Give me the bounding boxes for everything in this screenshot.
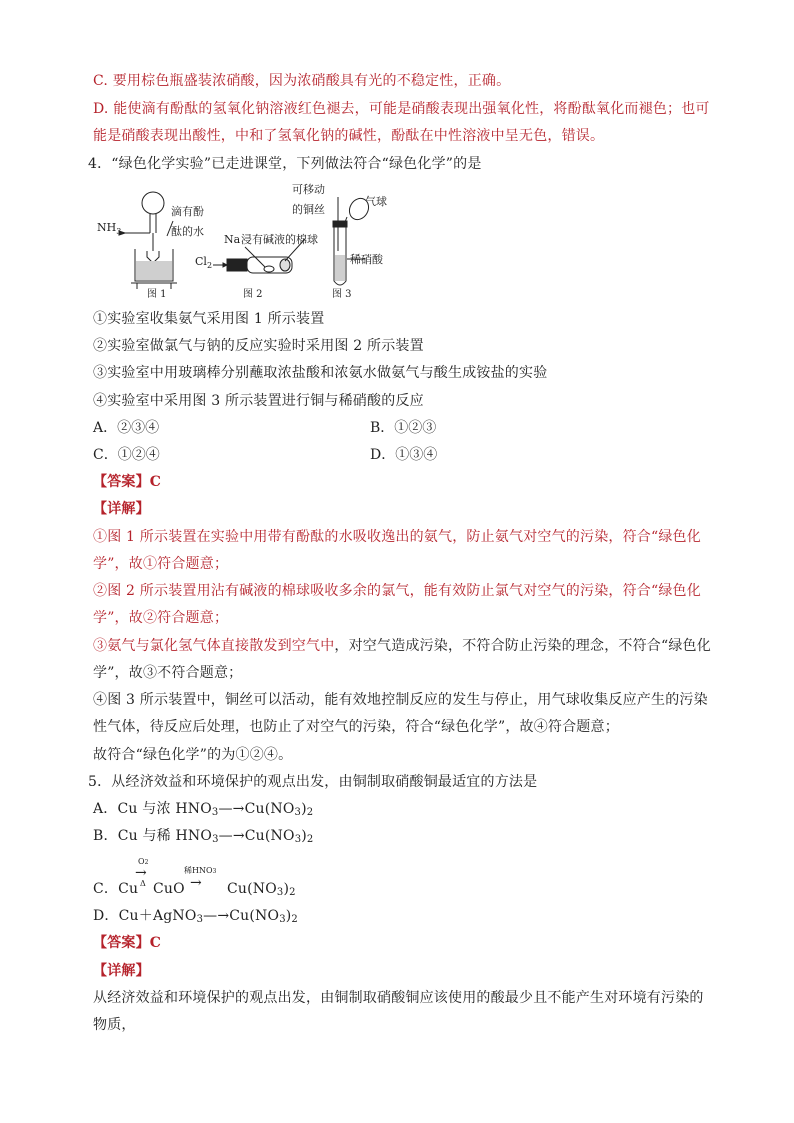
figure-3-caption: 图 3 (332, 289, 352, 299)
figure-1-apparatus (119, 192, 177, 289)
q4-explanation-3a (93, 637, 711, 655)
q5-detail-heading: 【详解】 (93, 963, 150, 979)
reaction-arrow-1: → (135, 865, 147, 881)
q5-explanation-1: 从经济效益和环境保护的观点出发，由铜制取硝酸铜应该使用的酸最少且不能产生对环境有污染的 (93, 990, 704, 1006)
q4-explanation-3a-highlight: ③氨气与氯化氢气体直接散发到空气中 (93, 638, 335, 654)
q4-explanation-2b: 学”，故②符合题意； (93, 610, 229, 626)
option-c-explanation: C. 要用棕色瓶盛装浓硝酸，因为浓硝酸具有光的不稳定性，正确。 (93, 73, 511, 89)
statement-3: ③实验室中用玻璃棒分别蘸取浓盐酸和浓氨水做氨气与酸生成铵盐的实验 (93, 365, 548, 381)
q5-option-d: D．$Cu+AgNO_3—\to Cu(NO_3)_2$ (93, 908, 298, 925)
q4-explanation-1b: 学”，故①符合题意； (93, 556, 229, 572)
apparatus-diagram (95, 181, 395, 299)
q4-explanation-2a: ②图 2 所示装置用沾有碱液的棉球吸收多余的氯气，能有效防止氯气对空气的污染，符合“绿色化 (93, 583, 701, 599)
figure-3-apparatus (333, 195, 372, 285)
q5-explanation-2: 物质， (93, 1017, 136, 1033)
option-d-explanation-line1: D. 能使滴有酚酞的氢氧化钠溶液红色褪去，可能是硝酸表现出强氧化性，将酚酞氧化而褪色；也可 (93, 101, 710, 117)
statement-2: ②实验室做氯气与钠的反应实验时采用图 2 所示装置 (93, 338, 424, 354)
dilute-nitric-acid-label: 稀硝酸 (350, 253, 383, 266)
copper-nitrate-product: $Cu(NO_3)_2$ (227, 881, 296, 898)
chlorine-label: $Cl_2$ (195, 255, 213, 270)
q4-explanation-3a-rest: ，对空气造成污染，不符合防止污染的理念，不符合“绿色化 (334, 638, 711, 654)
movable-wire-label-line1: 可移动 (292, 183, 325, 196)
water-label-line1: 滴有酚 (171, 205, 204, 218)
q5-answer: 【答案】C (93, 935, 162, 951)
question-4: 4．“绿色化学实验”已走进课堂，下列做法符合“绿色化学”的是 (88, 156, 482, 172)
statement-1: ①实验室收集氨气采用图 1 所示装置 (93, 311, 325, 327)
figure-1-caption: 图 1 (147, 289, 167, 299)
reaction-arrow-2: → (190, 875, 202, 891)
apparatus-figure (95, 181, 395, 299)
q5-option-c-prefix: C．Cu (93, 881, 139, 897)
q4-option-a: A．②③④ (93, 420, 160, 436)
q4-conclusion: 故符合“绿色化学”的为①②④。 (93, 747, 293, 763)
q4-option-c: C．①②④ (93, 447, 160, 463)
heat-condition: Δ (140, 879, 146, 888)
balloon-label: 气球 (365, 195, 387, 208)
movable-wire-label-line2: 的铜丝 (292, 203, 325, 216)
q5-option-a: A．Cu 与浓 $HNO_3—\to Cu(NO_3)_2$ (93, 801, 314, 818)
water-label-line2: 酞的水 (171, 225, 204, 238)
q5-option-b: B．Cu 与稀 $HNO_3—\to Cu(NO_3)_2$ (93, 828, 314, 845)
q4-explanation-1a: ①图 1 所示装置在实验中用带有酚酞的水吸收逸出的氨气，防止氨气对空气的污染，符合“绿色化 (93, 529, 701, 545)
question-5: 5．从经济效益和环境保护的观点出发，由铜制取硝酸铜最适宜的方法是 (88, 774, 538, 790)
oxygen-condition: O2 (138, 857, 149, 866)
q4-option-d: D．①③④ (370, 447, 438, 463)
option-d-explanation-line2: 能是硝酸表现出酸性，中和了氢氧化钠的碱性，酚酞在中性溶液中呈无色，错误。 (93, 128, 605, 144)
q4-detail-heading: 【详解】 (93, 501, 150, 517)
ammonia-label: $NH_3$ (97, 221, 122, 236)
q4-answer: 【答案】C (93, 474, 162, 490)
q4-explanation-4b: 性气体，待反应后处理，也防止了对空气的污染，符合“绿色化学”，故④符合题意； (93, 719, 619, 735)
dilute-nitric-condition: 稀HNO3 (184, 866, 217, 875)
copper-oxide: CuO (153, 881, 185, 897)
q4-explanation-4a: ④图 3 所示装置中，铜丝可以活动，能有效地控制反应的发生与停止，用气球收集反应产生的污染 (93, 692, 708, 708)
q4-option-b: B．①②③ (370, 420, 437, 436)
statement-4: ④实验室中采用图 3 所示装置进行铜与稀硝酸的反应 (93, 393, 424, 409)
q4-explanation-3b: 学”，故③不符合题意； (93, 665, 243, 681)
cotton-ball-label: 浸有碱液的棉球 (241, 233, 318, 246)
figure-2-caption: 图 2 (243, 289, 263, 299)
sodium-label: Na (224, 233, 241, 246)
